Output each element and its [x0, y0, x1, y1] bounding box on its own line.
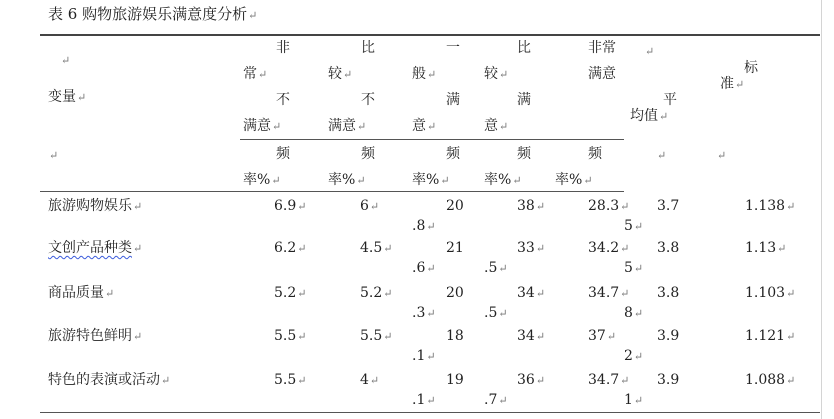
cell-mean: 3.8 [657, 285, 680, 301]
row-name: 文创产品种类↵ [48, 240, 143, 256]
cell-neutral-cont: .8↵ [412, 218, 436, 234]
cell-very-satisfied-cont: 8↵ [624, 305, 644, 321]
paragraph-mark: ↵ [77, 91, 87, 104]
cell-satisfied-cont: .5↵ [484, 260, 508, 276]
cell-very-satisfied: 28.3↵ [588, 198, 630, 214]
cell-dissatisfied: 5.2↵ [360, 285, 393, 301]
header-very-satisfied-2: 满意 [588, 66, 616, 82]
header-freq-4: 频 [517, 146, 531, 162]
header-variable-text: 变量 [48, 89, 76, 105]
cell-very-dissatisfied: 6.2↵ [274, 240, 307, 256]
cell-satisfied: 33↵ [517, 240, 546, 256]
page-edge-line [821, 0, 822, 419]
cell-very-satisfied: 37↵ [588, 328, 617, 344]
header-freq-pct-5: 率%↵ [555, 172, 593, 188]
header-freq-5: 频 [588, 146, 602, 162]
header-freq-pct-4: 率%↵ [484, 172, 522, 188]
header-neutral-3: 满 [446, 92, 460, 108]
cell-neutral-cont: .1↵ [412, 392, 436, 408]
row-name: 特色的表演或活动↵ [48, 372, 171, 388]
header-neutral-2: 般↵ [412, 66, 437, 82]
paragraph-mark: ↵ [248, 9, 258, 22]
cell-std: 1.088↵ [745, 372, 796, 388]
caption-text: 表 6 购物旅游娱乐满意度分析 [48, 5, 248, 23]
cell-neutral-cont: .1↵ [412, 348, 436, 364]
header-very-dissatisfied-4: 满意↵ [243, 118, 282, 134]
row-name: 商品质量↵ [48, 285, 115, 301]
table-bottom-rule [40, 412, 820, 413]
table-caption [48, 6, 257, 24]
cell-very-satisfied-cont: 2↵ [624, 348, 644, 364]
header-mean-2: 均值↵ [630, 108, 669, 124]
paragraph-mark: ↵ [657, 149, 667, 162]
header-std-2: 准↵ [720, 76, 745, 92]
cell-very-dissatisfied: 5.5↵ [274, 372, 307, 388]
cell-satisfied-cont: .7↵ [484, 392, 508, 408]
header-dissatisfied-4: 满意↵ [328, 118, 367, 134]
row-name: 旅游购物娱乐↵ [48, 198, 143, 214]
header-dissatisfied-1: 比 [361, 40, 375, 56]
paragraph-mark: ↵ [717, 149, 727, 162]
header-freq-pct-1: 率%↵ [243, 172, 281, 188]
cell-very-dissatisfied: 5.5↵ [274, 328, 307, 344]
header-very-satisfied-1: 非常 [588, 40, 616, 56]
header-neutral-4: 意↵ [412, 118, 437, 134]
header-freq-2: 频 [361, 146, 375, 162]
cell-very-dissatisfied: 6.9↵ [274, 198, 307, 214]
cell-very-satisfied: 34.7↵ [588, 372, 630, 388]
header-satisfied-3: 满 [517, 92, 531, 108]
cell-std: 1.121↵ [745, 328, 796, 344]
cell-mean: 3.7 [657, 198, 680, 214]
cell-very-satisfied: 34.7↵ [588, 285, 630, 301]
header-very-dissatisfied-2: 常↵ [243, 66, 268, 82]
cell-very-satisfied-cont: 1↵ [624, 392, 644, 408]
header-freq-3: 频 [446, 146, 460, 162]
cell-satisfied: 36↵ [517, 372, 546, 388]
cell-neutral: 20 [446, 198, 464, 214]
header-std-1: 标 [744, 60, 758, 76]
header-sub-rule [240, 139, 624, 140]
cell-dissatisfied: 4.5↵ [360, 240, 393, 256]
cell-dissatisfied: 6↵ [360, 198, 380, 214]
header-bottom-rule [40, 191, 624, 192]
cell-very-satisfied-cont: 5↵ [624, 218, 644, 234]
header-dissatisfied-2: 较↵ [328, 66, 353, 82]
header-very-dissatisfied-1: 非 [276, 40, 290, 56]
cell-very-dissatisfied: 5.2↵ [274, 285, 307, 301]
cell-neutral-cont: .6↵ [412, 260, 436, 276]
header-variable [48, 89, 86, 106]
header-mean-1: 平 [663, 92, 677, 108]
paragraph-mark: ↵ [645, 45, 655, 58]
cell-neutral: 18 [446, 328, 464, 344]
table-top-rule [40, 34, 820, 36]
header-satisfied-2: 较↵ [484, 66, 509, 82]
header-satisfied-4: 意↵ [484, 118, 509, 134]
cell-dissatisfied: 4↵ [360, 372, 380, 388]
header-freq-pct-3: 率%↵ [412, 172, 450, 188]
cell-neutral: 19 [446, 372, 464, 388]
cell-satisfied: 34↵ [517, 328, 546, 344]
cell-mean: 3.9 [657, 372, 680, 388]
header-satisfied-1: 比 [517, 40, 531, 56]
cell-neutral: 20 [446, 285, 464, 301]
cell-dissatisfied: 5.5↵ [360, 328, 393, 344]
header-very-dissatisfied-3: 不 [276, 92, 290, 108]
row-name: 旅游特色鲜明↵ [48, 328, 143, 344]
cell-std: 1.103↵ [745, 285, 796, 301]
cell-mean: 3.9 [657, 328, 680, 344]
header-freq-pct-2: 率%↵ [328, 172, 366, 188]
cell-satisfied-cont: .5↵ [484, 305, 508, 321]
cell-std: 1.13↵ [745, 240, 787, 256]
cell-satisfied: 38↵ [517, 198, 546, 214]
paragraph-mark: ↵ [49, 149, 59, 162]
cell-neutral-cont: .3↵ [412, 305, 436, 321]
cell-satisfied: 34↵ [517, 285, 546, 301]
cell-neutral: 21 [446, 240, 464, 256]
cell-std: 1.138↵ [745, 198, 796, 214]
cell-very-satisfied-cont: 5↵ [624, 260, 644, 276]
header-freq-1: 频 [276, 146, 290, 162]
paragraph-mark: ↵ [61, 54, 71, 67]
header-dissatisfied-3: 不 [361, 92, 375, 108]
header-neutral-1: 一 [446, 40, 460, 56]
cell-mean: 3.8 [657, 240, 680, 256]
cell-very-satisfied: 34.2↵ [588, 240, 630, 256]
